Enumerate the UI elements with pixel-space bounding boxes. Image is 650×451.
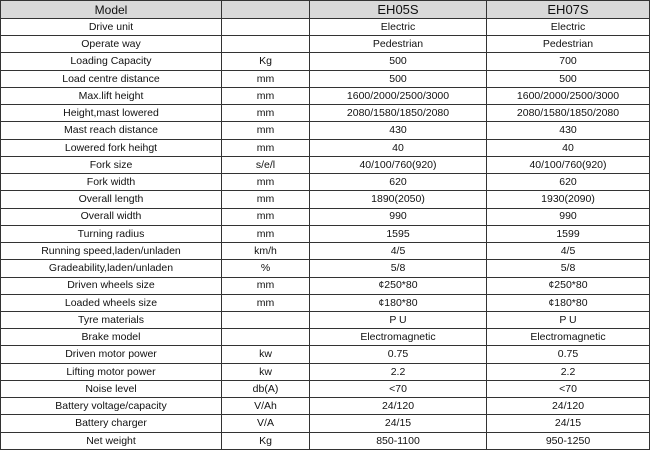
row-label: Turning radius [1, 225, 222, 242]
table-row [1, 294, 650, 311]
row-value-eh07s: ¢250*80 [487, 277, 650, 294]
row-value-eh05s: Electric [310, 19, 487, 36]
header-unit [222, 1, 310, 19]
row-label: Fork width [1, 174, 222, 191]
row-label: Tyre materials [1, 311, 222, 328]
row-value-eh07s: ¢180*80 [487, 294, 650, 311]
header-model-eh05s: EH05S [310, 1, 487, 19]
row-unit [222, 19, 310, 36]
row-unit: V/Ah [222, 398, 310, 415]
row-unit: mm [222, 87, 310, 104]
row-unit: Kg [222, 432, 310, 449]
row-value-eh05s: 990 [310, 208, 487, 225]
table-row [1, 329, 650, 346]
table-row [1, 225, 650, 242]
row-unit: mm [222, 208, 310, 225]
row-value-eh05s: 2080/1580/1850/2080 [310, 105, 487, 122]
row-value-eh05s: 1890(2050) [310, 191, 487, 208]
table-row [1, 363, 650, 380]
table-row [1, 70, 650, 87]
row-value-eh07s: 950-1250 [487, 432, 650, 449]
row-label: Mast reach distance [1, 122, 222, 139]
row-value-eh07s: Pedestrian [487, 36, 650, 53]
row-value-eh05s: 500 [310, 70, 487, 87]
table-row [1, 380, 650, 397]
row-label: Lifting motor power [1, 363, 222, 380]
row-value-eh05s: 24/15 [310, 415, 487, 432]
row-value-eh07s: <70 [487, 380, 650, 397]
row-value-eh05s: Pedestrian [310, 36, 487, 53]
row-unit: mm [222, 277, 310, 294]
row-value-eh07s: 430 [487, 122, 650, 139]
row-value-eh05s: 1600/2000/2500/3000 [310, 87, 487, 104]
row-label: Load centre distance [1, 70, 222, 87]
table-row [1, 191, 650, 208]
row-value-eh07s: 24/15 [487, 415, 650, 432]
table-row [1, 53, 650, 70]
row-label: Driven wheels size [1, 277, 222, 294]
row-unit: mm [222, 122, 310, 139]
row-value-eh07s: 1600/2000/2500/3000 [487, 87, 650, 104]
row-value-eh05s: 4/5 [310, 243, 487, 260]
table-row [1, 105, 650, 122]
row-value-eh05s: Electromagnetic [310, 329, 487, 346]
row-unit: V/A [222, 415, 310, 432]
row-unit [222, 311, 310, 328]
row-unit: mm [222, 225, 310, 242]
row-unit: mm [222, 294, 310, 311]
row-unit: km/h [222, 243, 310, 260]
row-value-eh05s: <70 [310, 380, 487, 397]
row-value-eh07s: 990 [487, 208, 650, 225]
row-label: Noise level [1, 380, 222, 397]
row-value-eh05s: 5/8 [310, 260, 487, 277]
row-unit [222, 36, 310, 53]
row-label: Max.lift height [1, 87, 222, 104]
row-unit: % [222, 260, 310, 277]
spec-body [1, 19, 650, 450]
row-value-eh07s: 1930(2090) [487, 191, 650, 208]
row-label: Fork size [1, 156, 222, 173]
row-label: Loading Capacity [1, 53, 222, 70]
row-value-eh05s: 430 [310, 122, 487, 139]
row-label: Battery charger [1, 415, 222, 432]
row-unit: kw [222, 363, 310, 380]
row-value-eh07s: Electromagnetic [487, 329, 650, 346]
header-label: Model [1, 1, 222, 19]
row-value-eh05s: 620 [310, 174, 487, 191]
row-value-eh07s: P U [487, 311, 650, 328]
table-row [1, 87, 650, 104]
row-value-eh07s: 2080/1580/1850/2080 [487, 105, 650, 122]
row-label: Net weight [1, 432, 222, 449]
row-label: Height,mast lowered [1, 105, 222, 122]
table-row [1, 174, 650, 191]
row-label: Driven motor power [1, 346, 222, 363]
table-row [1, 139, 650, 156]
table-row [1, 432, 650, 449]
row-value-eh05s: 2.2 [310, 363, 487, 380]
table-row [1, 398, 650, 415]
row-unit: mm [222, 105, 310, 122]
table-row [1, 36, 650, 53]
table-row [1, 260, 650, 277]
row-value-eh07s: 4/5 [487, 243, 650, 260]
row-value-eh07s: 2.2 [487, 363, 650, 380]
row-unit: mm [222, 174, 310, 191]
row-value-eh07s: 5/8 [487, 260, 650, 277]
table-row [1, 277, 650, 294]
row-value-eh05s: ¢250*80 [310, 277, 487, 294]
row-label: Running speed,laden/unladen [1, 243, 222, 260]
row-value-eh05s: 40 [310, 139, 487, 156]
table-row [1, 415, 650, 432]
row-label: Overall width [1, 208, 222, 225]
row-unit: db(A) [222, 380, 310, 397]
table-row [1, 346, 650, 363]
row-value-eh05s: ¢180*80 [310, 294, 487, 311]
row-value-eh05s: 1595 [310, 225, 487, 242]
row-unit: kw [222, 346, 310, 363]
header-row [1, 1, 650, 19]
row-label: Overall length [1, 191, 222, 208]
row-value-eh05s: P U [310, 311, 487, 328]
row-value-eh05s: 500 [310, 53, 487, 70]
row-value-eh07s: 0.75 [487, 346, 650, 363]
row-label: Battery voltage/capacity [1, 398, 222, 415]
row-unit: Kg [222, 53, 310, 70]
row-label: Operate way [1, 36, 222, 53]
row-value-eh07s: Electric [487, 19, 650, 36]
table-row [1, 311, 650, 328]
row-value-eh05s: 850-1100 [310, 432, 487, 449]
row-unit: mm [222, 70, 310, 87]
row-label: Drive unit [1, 19, 222, 36]
row-label: Gradeability,laden/unladen [1, 260, 222, 277]
table-row [1, 122, 650, 139]
header-model-eh07s: EH07S [487, 1, 650, 19]
row-label: Loaded wheels size [1, 294, 222, 311]
row-unit: s/e/l [222, 156, 310, 173]
row-value-eh05s: 0.75 [310, 346, 487, 363]
table-row [1, 208, 650, 225]
row-value-eh07s: 40/100/760(920) [487, 156, 650, 173]
row-value-eh05s: 40/100/760(920) [310, 156, 487, 173]
table-row [1, 156, 650, 173]
row-value-eh07s: 500 [487, 70, 650, 87]
row-unit: mm [222, 191, 310, 208]
table-row [1, 19, 650, 36]
row-label: Brake model [1, 329, 222, 346]
table-row [1, 243, 650, 260]
row-value-eh07s: 24/120 [487, 398, 650, 415]
row-value-eh07s: 620 [487, 174, 650, 191]
row-value-eh05s: 24/120 [310, 398, 487, 415]
row-unit [222, 329, 310, 346]
row-label: Lowered fork heihgt [1, 139, 222, 156]
row-value-eh07s: 1599 [487, 225, 650, 242]
row-unit: mm [222, 139, 310, 156]
row-value-eh07s: 40 [487, 139, 650, 156]
row-value-eh07s: 700 [487, 53, 650, 70]
